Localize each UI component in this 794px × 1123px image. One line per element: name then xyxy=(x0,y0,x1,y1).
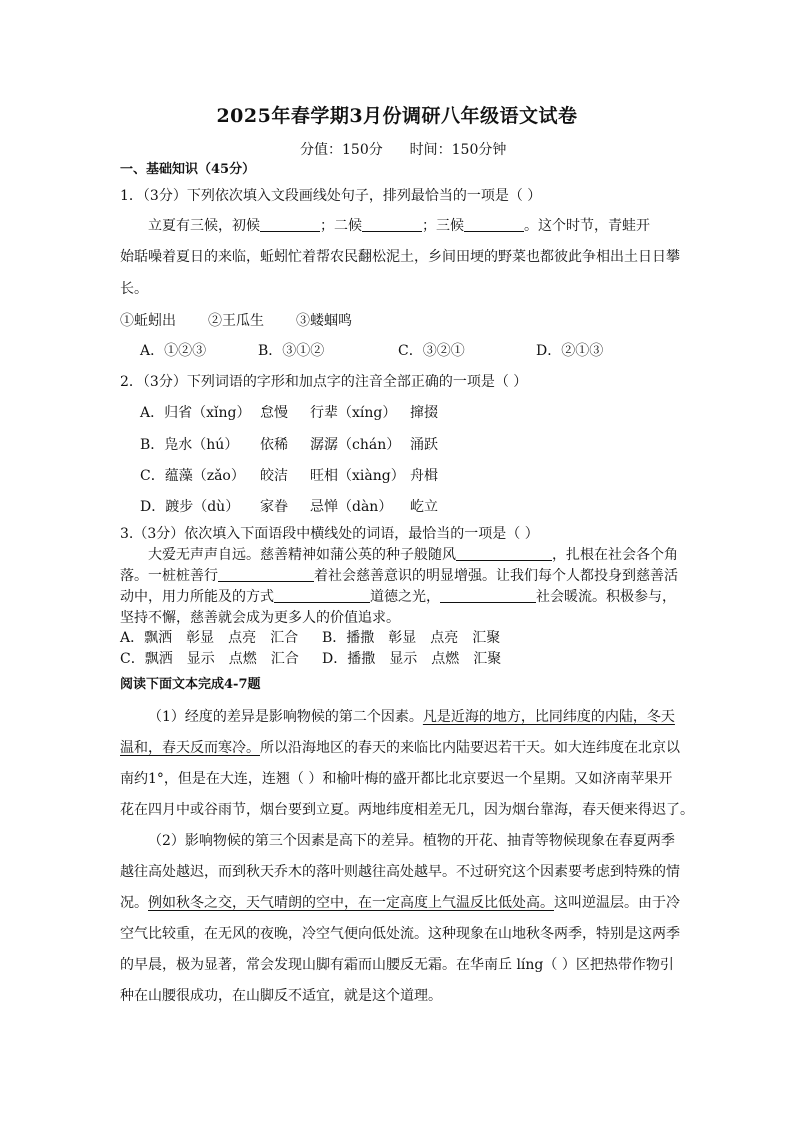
q3-options-row2 xyxy=(120,649,501,669)
para2-line6: 种在山腰很成功，在山脚反不适宜，就是这个道理。 xyxy=(120,988,442,1004)
q3-blank-1[interactable] xyxy=(456,546,552,561)
q3-passage-line1: 大爱无声声自远。慈善精神如蒲公英的种子般随风 ，扎根在社会各个角 xyxy=(148,547,678,563)
q3-option-d[interactable]: D．播撒 显示 点燃 汇聚 xyxy=(322,651,502,667)
q2-option-d[interactable]: D．踱步（dù） 家眷 忌惮（dàn） 屹立 xyxy=(140,499,438,515)
para2-line1: （2）影响物候的第三个因素是高下的差异。植物的开花、抽青等物候现象在春夏两季 xyxy=(148,833,675,849)
q3-option-c[interactable]: C．飘洒 显示 点燃 汇合 xyxy=(120,651,299,667)
reading-heading: 阅读下面文本完成4-7题 xyxy=(120,677,261,692)
q1-passage-line2: 始聒噪着夏日的来临，蚯蚓忙着帮农民翻松泥土，乡间田埂的野菜也都彼此争相出土日日攀 xyxy=(120,249,680,265)
q1-blank-1[interactable] xyxy=(260,217,320,232)
q3-passage-line3: 动中，用力所能及的方式 道德之光， 社会暖流。积极参与， xyxy=(120,589,676,605)
q3-stem: 3.（3分）依次填入下面语段中横线处的词语，最恰当的一项是（ ） xyxy=(120,526,539,542)
q1-options xyxy=(140,341,603,361)
q1-option-a[interactable]: A．①②③ xyxy=(140,343,207,359)
score-text: 分值：150分 xyxy=(300,142,383,158)
q2-stem: 2．（3分）下列词语的字形和加点字的注音全部正确的一项是（ ） xyxy=(120,374,528,390)
q1-items xyxy=(120,311,352,331)
q1-item-1: ①蚯蚓出 xyxy=(120,313,176,329)
score-time-line xyxy=(300,140,506,160)
para2-underlined-sentence: 例如秋冬之交，天气晴朗的空中，在一定高度上气温反比低处高。 xyxy=(148,895,554,911)
q1-stem: 1．（3分）下列依次填入文段画线处句子，排列最恰当的一项是（ ） xyxy=(120,188,542,204)
q3-blank-4[interactable] xyxy=(440,588,536,603)
time-text: 时间：150分钟 xyxy=(409,142,507,158)
q3-passage-line2: 落。一桩桩善行 着社会慈善意识的明显增强。让我们每个人都投身到慈善活 xyxy=(120,568,678,584)
q3-options-row1 xyxy=(120,628,500,648)
q1-option-b[interactable]: B．③①② xyxy=(258,343,325,359)
para1-line1: （1）经度的差异是影响物候的第二个因素。凡是近海的地方，比同纬度的内陆，冬天 xyxy=(148,709,675,725)
q1-blank-2[interactable] xyxy=(362,217,422,232)
para1-underlined-sentence: 凡是近海的地方，比同纬度的内陆，冬天 xyxy=(422,709,675,725)
q3-option-a[interactable]: A．飘洒 彰显 点亮 汇合 xyxy=(120,630,299,646)
q1-option-d[interactable]: D．②①③ xyxy=(536,343,604,359)
para1-line2: 温和，春天反而寒冷。所以沿海地区的春天的来临比内陆要迟若干天。如大连纬度在北京以 xyxy=(120,740,680,756)
section-heading: 一、基础知识（45分） xyxy=(120,162,256,177)
q1-item-2: ②王瓜生 xyxy=(208,313,264,329)
para2-line2: 越往高处越迟，而到秋天乔木的落叶则越往高处越早。不过研究这个因素要考虑到特殊的情 xyxy=(120,864,680,880)
exam-title: 2025年春学期3月份调研八年级语文试卷 xyxy=(216,105,578,127)
q2-option-b[interactable]: B．凫水（hú） 依稀 潺潺（chán） 涌跃 xyxy=(140,437,438,453)
q1-blank-3[interactable] xyxy=(464,217,524,232)
q3-passage-line4: 坚持不懈，慈善就会成为更多人的价值追求。 xyxy=(120,610,400,626)
q1-option-c[interactable]: C．③②① xyxy=(398,343,465,359)
q3-option-b[interactable]: B．播撒 彰显 点亮 汇聚 xyxy=(322,630,501,646)
q2-option-a[interactable]: A．归省（xǐng） 怠慢 行辈（xíng） 撺掇 xyxy=(140,405,438,421)
q1-passage-line1: 立夏有三候，初候 ；二候 ；三候 。这个时节，青蛙开 xyxy=(148,218,650,234)
q3-blank-2[interactable] xyxy=(218,567,314,582)
para1-line3: 南约1°，但是在大连，连翘（ ）和榆叶梅的盛开都比北京要迟一个星期。又如济南苹果开 xyxy=(120,771,673,787)
q2-option-c[interactable]: C．蕴藻（zǎo） 皎洁 旺相（xiàng） 舟楫 xyxy=(140,468,438,484)
para2-line5: 的早晨，极为显著，常会发现山脚有霜而山腰反无霜。在华南丘 líng（ ）区把热带作物引 xyxy=(120,957,674,973)
para1-line4: 花在四月中或谷雨节，烟台要到立夏。两地纬度相差无几，因为烟台靠海，春天便来得迟了。 xyxy=(120,802,694,818)
para2-line3: 况。例如秋冬之交，天气晴朗的空中，在一定高度上气温反比低处高。这叫逆温层。由于冷 xyxy=(120,895,680,911)
q1-passage-line3: 长。 xyxy=(120,281,148,297)
q1-item-3: ③蝼蝈鸣 xyxy=(296,313,352,329)
para2-line4: 空气比较重，在无风的夜晚，冷空气便向低处流。这种现象在山地秋冬两季，特别是这两季 xyxy=(120,926,680,942)
q3-blank-3[interactable] xyxy=(274,588,370,603)
